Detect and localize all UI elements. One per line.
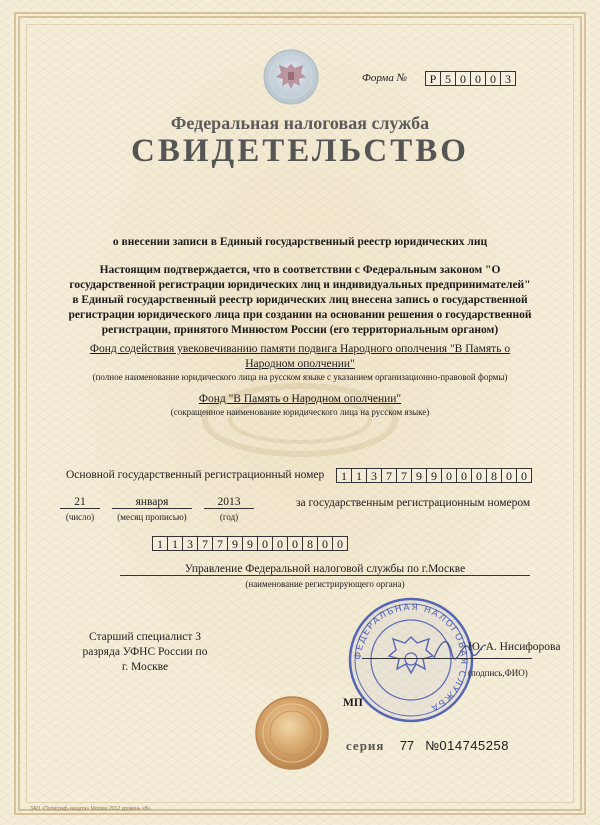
form-number-digit: 0 — [485, 71, 501, 86]
signatory-position-line: г. Москве — [121, 661, 169, 673]
ogrn-digit: 0 — [501, 468, 517, 483]
authority-name: Управление Федеральной налоговой службы по г.Москве — [184, 563, 466, 575]
date-year: 2013 — [204, 496, 254, 509]
signatory-position-line: Старший специалист 3 — [88, 631, 202, 643]
mp-mark: МП — [343, 697, 363, 709]
number-sign: № — [425, 738, 440, 753]
short-name-text: Фонд "В Память о Народном ополчении" — [198, 393, 402, 405]
ogrn-digit: 8 — [486, 468, 502, 483]
signature — [430, 628, 490, 668]
gold-seal — [254, 695, 330, 771]
ogrn-digit: 0 — [456, 468, 472, 483]
full-name-line-2 — [0, 358, 600, 370]
reg-number-digit: 8 — [302, 536, 318, 551]
form-number-boxes — [425, 71, 516, 86]
ogrn-digit: 1 — [336, 468, 352, 483]
full-name-caption: (полное наименование юридического лица на русском языке с указанием организационно-правовой формы) — [92, 372, 508, 382]
form-number-digit: Р — [425, 71, 441, 86]
reg-number-digit: 9 — [242, 536, 258, 551]
intro-line: государственной регистрации юридических лиц и индивидуальных предпринимателей" — [69, 279, 531, 291]
reg-number-digit: 0 — [257, 536, 273, 551]
state-emblem-hologram — [262, 48, 320, 106]
ogrn-boxes — [336, 468, 532, 483]
reg-number-digit: 0 — [272, 536, 288, 551]
reg-number-digit: 3 — [182, 536, 198, 551]
signature-caption: (подпись,ФИО) — [468, 668, 528, 678]
ogrn-digit: 0 — [441, 468, 457, 483]
form-number-digit: 0 — [455, 71, 471, 86]
reg-number-digit: 7 — [212, 536, 228, 551]
ogrn-label: Основной государственный регистрационный номер — [66, 469, 325, 481]
intro-line: регистрации юридического лица при создании на основании решения о государственной — [68, 309, 532, 321]
date-day: 21 — [60, 496, 100, 509]
short-name-caption: (сокращенное наименование юридического лица на русском языке) — [170, 407, 430, 417]
authority-caption: (наименование регистрирующего органа) — [245, 579, 405, 589]
form-number-digit: 5 — [440, 71, 456, 86]
agency-name: Федеральная налоговая служба — [170, 113, 430, 133]
full-name-text-2: Народном ополчении" — [245, 358, 355, 370]
date-month: января — [112, 496, 192, 509]
authority-line — [120, 563, 530, 576]
ogrn-digit: 1 — [351, 468, 367, 483]
reg-number-digit: 9 — [227, 536, 243, 551]
series-block — [346, 738, 509, 754]
ogrn-digit: 9 — [426, 468, 442, 483]
document-subtitle: о внесении записи в Единый государственный реестр юридических лиц — [112, 236, 488, 248]
form-number-digit: 3 — [500, 71, 516, 86]
stamp-ring-text: ФЕДЕРАЛЬНАЯ НАЛОГОВАЯ СЛУЖБА — [353, 602, 469, 713]
reg-number-boxes — [152, 536, 348, 551]
date-day-caption: (число) — [65, 512, 95, 522]
signatory-position-line: разряда УФНС России по — [82, 646, 208, 658]
form-label: Форма № — [362, 72, 407, 84]
reg-number-digit: 0 — [317, 536, 333, 551]
double-headed-eagle-icon — [262, 48, 320, 106]
reg-number-digit: 1 — [167, 536, 183, 551]
background-watermark — [200, 380, 400, 460]
full-name-line-1 — [0, 343, 600, 355]
blank-number: 014745258 — [439, 738, 509, 753]
reg-number-digit: 7 — [197, 536, 213, 551]
intro-line: Настоящим подтверждается, что в соответствии с Федеральным законом "О — [99, 264, 501, 276]
short-name-line — [0, 393, 600, 405]
seal-emblem-icon — [254, 695, 330, 771]
ogrn-digit: 0 — [516, 468, 532, 483]
document-title: СВИДЕТЕЛЬСТВО — [131, 133, 469, 169]
intro-line: регистрации, принятого Минюстом России (его территориальным органом) — [101, 324, 499, 336]
reg-number-digit: 0 — [287, 536, 303, 551]
date-trail-text: за государственным регистрационным номером — [296, 497, 531, 509]
ogrn-digit: 7 — [381, 468, 397, 483]
intro-line: в Единый государственный реестр юридических лиц внесена запись о государственной — [72, 294, 528, 306]
printer-footer: ЗАО «Полиграф-защита» Москва 2012 уровень «В» — [30, 806, 151, 812]
series-value: 77 — [399, 738, 415, 753]
intro-paragraph — [40, 263, 560, 338]
ogrn-digit: 0 — [471, 468, 487, 483]
ogrn-digit: 3 — [366, 468, 382, 483]
reg-number-digit: 1 — [152, 536, 168, 551]
signer-name: Ю. А. Нисифорова — [468, 641, 561, 653]
ogrn-digit: 7 — [396, 468, 412, 483]
signatory-position — [70, 630, 220, 675]
ogrn-digit: 9 — [411, 468, 427, 483]
reg-number-digit: 0 — [332, 536, 348, 551]
series-label: серия — [346, 738, 385, 753]
form-number-digit: 0 — [470, 71, 486, 86]
date-year-caption: (год) — [219, 512, 239, 522]
full-name-text-1: Фонд содействия увековечиванию памяти подвига Народного ополчения "В Память о — [89, 343, 511, 355]
date-month-caption: (месяц прописью) — [117, 512, 187, 522]
